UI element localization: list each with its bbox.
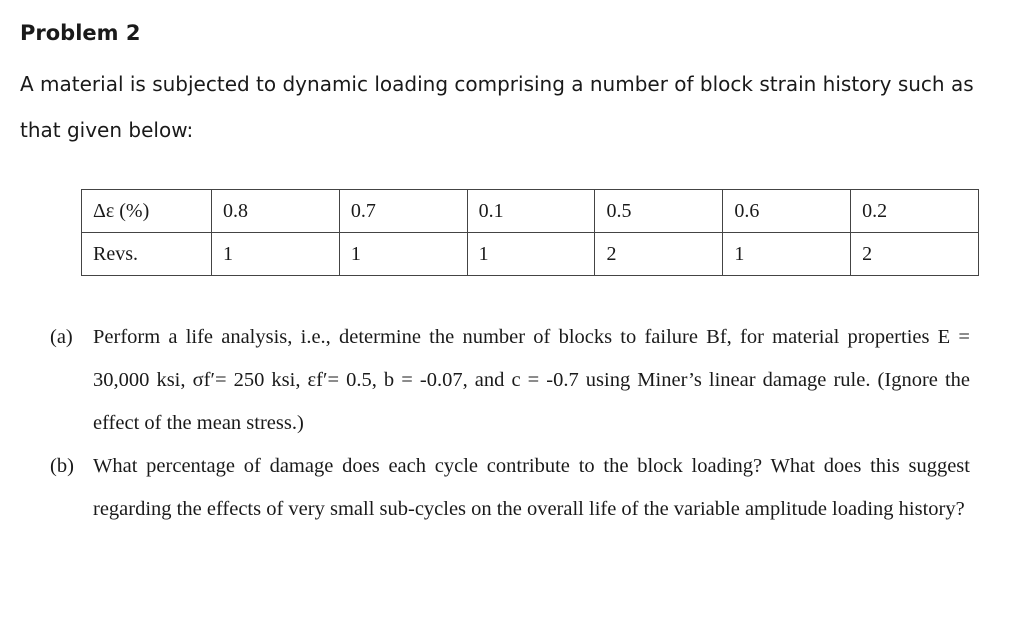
revs-cell: 1 xyxy=(467,233,595,276)
strain-history-table xyxy=(81,189,979,276)
revs-cell: 1 xyxy=(212,233,340,276)
strain-cell: 0.8 xyxy=(212,190,340,233)
part-b-label: (b) xyxy=(50,455,74,477)
revs-cell: 2 xyxy=(851,233,979,276)
question-part-a xyxy=(50,316,970,445)
strain-cell: 0.5 xyxy=(595,190,723,233)
part-a-text: Perform a life analysis, i.e., determine the number of blocks to failure Bf, for material properties E = 30,000 ksi, σf′= 250 ksi, εf′= 0.5, b = -0.07, and c = -0.7 using Miner’s linear damage rule. (Ignore the effect of the mean stress.) xyxy=(93,326,970,434)
revs-cell: 1 xyxy=(723,233,851,276)
problem-intro: A material is subjected to dynamic loading comprising a number of block strain history such as that given below: xyxy=(20,72,974,142)
strain-cell: 0.2 xyxy=(851,190,979,233)
strain-range-row xyxy=(82,190,979,233)
strain-range-label: Δε (%) xyxy=(82,190,212,233)
question-parts xyxy=(50,316,970,531)
question-part-b xyxy=(50,445,970,531)
part-a-label: (a) xyxy=(50,326,73,348)
strain-cell: 0.1 xyxy=(467,190,595,233)
strain-cell: 0.6 xyxy=(723,190,851,233)
revs-cell: 2 xyxy=(595,233,723,276)
problem-title: Problem 2 xyxy=(20,21,141,45)
revs-row xyxy=(82,233,979,276)
strain-cell: 0.7 xyxy=(339,190,467,233)
revs-cell: 1 xyxy=(339,233,467,276)
part-b-text: What percentage of damage does each cycle contribute to the block loading? What does this suggest regarding the effects of very small sub-cycles on the overall life of the variable amplitude loading history? xyxy=(93,455,970,520)
revs-label: Revs. xyxy=(82,233,212,276)
